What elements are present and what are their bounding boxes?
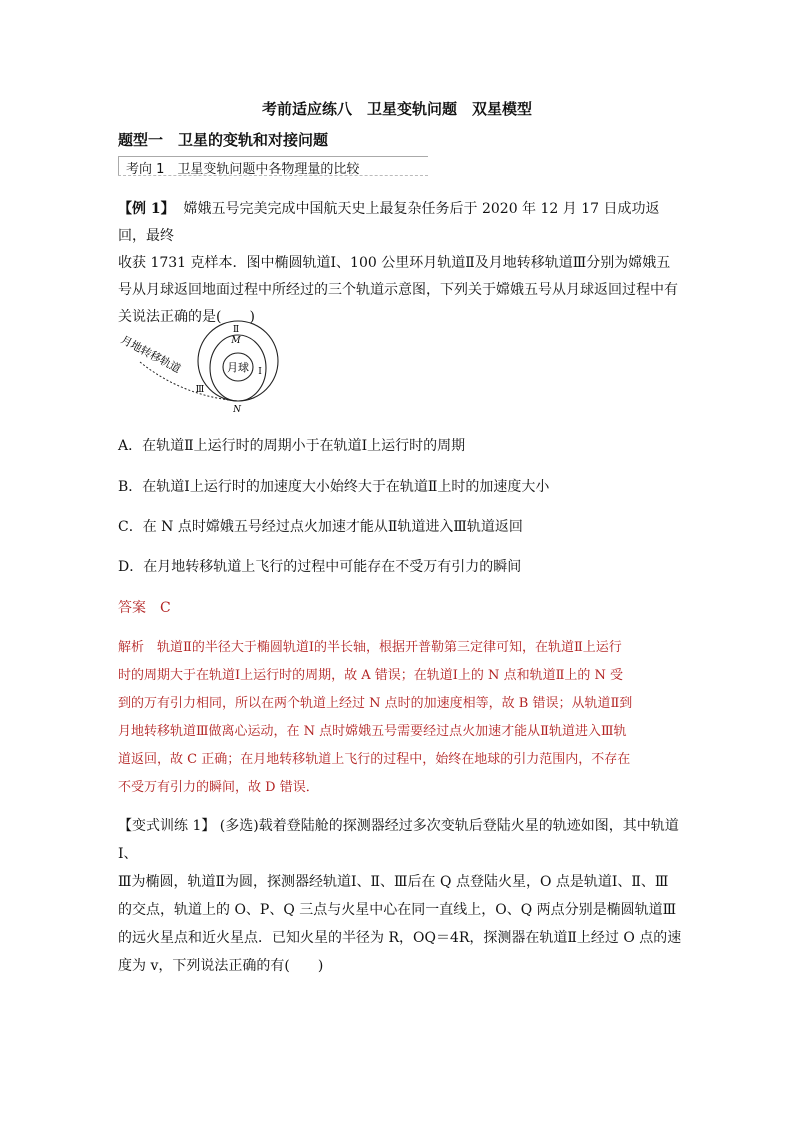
variant-training-1 <box>118 812 698 980</box>
moon-label: 月球 <box>227 361 249 374</box>
topic-tag-text: 考向 1 卫星变轨问题中各物理量的比较 <box>126 162 360 177</box>
variant-line-5: 度为 v，下列说法正确的有( ) <box>118 958 324 974</box>
orbit-i-label: Ⅰ <box>258 367 262 377</box>
page-title: 考前适应练八 卫星变轨问题 双星模型 <box>261 100 532 118</box>
example-label: 【例 1】 <box>118 201 175 217</box>
example-line-1 <box>118 196 680 250</box>
orbit-iii-label: Ⅲ <box>195 385 205 395</box>
analysis-line-5: 道返回，故 C 正确；在月地转移轨道上飞行的过程中，始终在地球的引力范围内，不存在 <box>118 752 631 767</box>
example-text-1: 嫦娥五号完美完成中国航天史上最复杂任务后于 2020 年 12 月 17 日成功返回，最终 <box>118 201 660 244</box>
variant-line-4: 的远火星点和近火星点．已知火星的半径为 R，OQ＝4R，探测器在轨道Ⅱ上经过 O 点的速 <box>118 930 682 946</box>
example-line-2: 收获 1731 克样本．图中椭圆轨道Ⅰ、100 公里环月轨道Ⅱ及月地转移轨道Ⅲ分别为嫦娥五 <box>118 255 671 271</box>
example-line-4: 关说法正确的是( ) <box>118 309 255 325</box>
topic-tag <box>118 156 428 176</box>
option-a: A．在轨道Ⅱ上运行时的周期小于在轨道Ⅰ上运行时的周期 <box>118 438 466 454</box>
analysis-line-6: 不受万有引力的瞬间，故 D 错误． <box>118 780 319 795</box>
analysis-line-4: 月地转移轨道Ⅲ做离心运动，在 N 点时嫦娥五号需要经过点火加速才能从Ⅱ轨道进入Ⅲ轨 <box>118 724 627 739</box>
transfer-orbit-label: 月地转移轨道 <box>118 333 183 376</box>
option-d: D．在月地转移轨道上飞行的过程中可能存在不受万有引力的瞬间 <box>118 559 522 575</box>
answer: 答案 C <box>118 600 171 616</box>
option-b: B．在轨道Ⅰ上运行时的加速度大小始终大于在轨道Ⅱ上时的加速度大小 <box>118 479 550 495</box>
section-heading: 题型一 卫星的变轨和对接问题 <box>118 131 329 149</box>
point-n-label: N <box>233 405 241 415</box>
variant-line-1: 【变式训练 1】 (多选)载着登陆舱的探测器经过多次变轨后登陆火星的轨迹如图，其中轨道Ⅰ、 <box>118 818 679 862</box>
point-m-label: M <box>231 336 241 346</box>
orbit-ii-label: Ⅱ <box>232 325 240 335</box>
analysis-line-3: 到的万有引力相同，所以在两个轨道上经过 N 点时的加速度相等，故 B 错误；从轨道Ⅱ到 <box>118 696 633 711</box>
orbit-diagram <box>112 318 292 418</box>
variant-line-3: 的交点，轨道上的 O、P、Q 三点与火星中心在同一直线上，O、Q 两点分别是椭圆轨道Ⅲ <box>118 902 677 918</box>
example-1 <box>118 196 680 331</box>
option-c: C．在 N 点时嫦娥五号经过点火加速才能从Ⅱ轨道进入Ⅲ轨道返回 <box>118 519 523 535</box>
analysis-line-2: 时的周期大于在轨道Ⅰ上运行时的周期，故 A 错误；在轨道Ⅰ上的 N 点和轨道Ⅱ上的 N 受 <box>118 668 624 683</box>
analysis <box>118 634 684 802</box>
example-line-3: 号从月球返回地面过程中所经过的三个轨道示意图，下列关于嫦娥五号从月球返回过程中有 <box>118 282 678 298</box>
analysis-line-1: 解析 轨道Ⅱ的半径大于椭圆轨道Ⅰ的半长轴，根据开普勒第三定律可知，在轨道Ⅱ上运行 <box>118 640 622 655</box>
variant-line-2: Ⅲ为椭圆，轨道Ⅱ为圆，探测器经轨道Ⅰ、Ⅱ、Ⅲ后在 Q 点登陆火星，O 点是轨道Ⅰ、Ⅱ、Ⅲ <box>118 874 669 890</box>
